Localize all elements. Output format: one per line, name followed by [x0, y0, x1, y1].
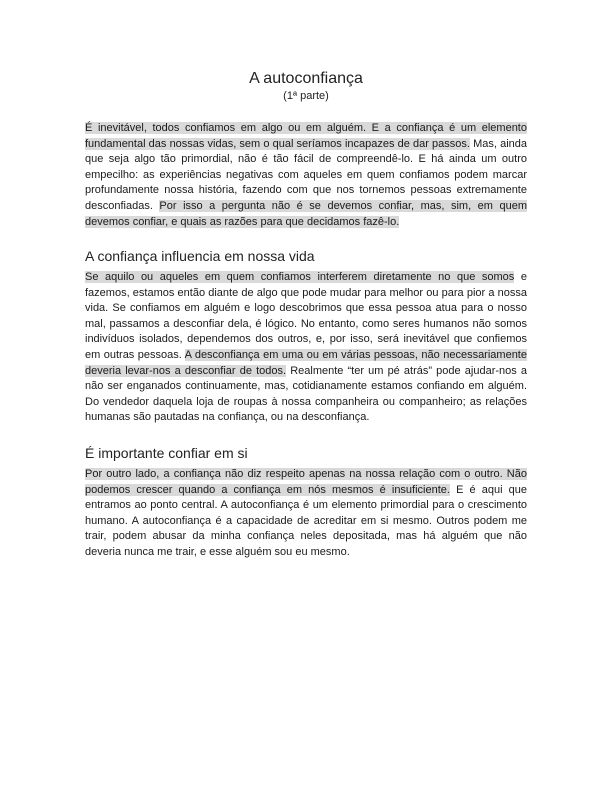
body-text: Realmente “ter um pé atrás” pode ajudar-nos a não ser enganados continuamente, mas, cotidianamente estamos confiando em alguém. Do vendedor daquela loja de roupas à nossa companheira ou companheiro; as relações humanas são pautadas na confiança, ou na desconfiança.	[85, 364, 528, 424]
section-heading: É importante confiar em si	[85, 445, 248, 461]
highlighted-text: Por outro lado, a confiança não diz respeito apenas na nossa relação com o outro. Não podemos crescer quando a confiança em nós mesmos é insuficiente.	[85, 468, 527, 496]
paragraph-intro	[85, 121, 527, 230]
section-heading: A confiança influencia em nossa vida	[85, 248, 315, 264]
page-subtitle: (1ª parte)	[283, 90, 329, 102]
section-intro	[85, 121, 527, 230]
paragraph-confianca-influencia	[85, 270, 527, 426]
section-confiar-em-si	[85, 445, 527, 561]
section-confianca-influencia	[85, 248, 527, 426]
body-text: Mas, ainda que seja algo tão primordial, não é tão fácil de compreendê-lo. E há ainda um outro empecilho: as experiências negativas com aqueles em quem confiamos podem marcar profundamente nossa história, fazendo com que nos tornemos pessoas extremamente desconfiadas.	[85, 137, 527, 212]
body-text: E é aqui que entramos ao ponto central. A autoconfiança é um elemento primordial para o crescimento humano. A autoconfiança é a capacidade de acreditar em si mesmo. Outros podem me trair, podem abusar da minha confiança neles depositada, mas há alguém que não deveria nunca me trair, e esse alguém sou eu mesmo.	[85, 483, 527, 558]
body-text: e fazemos, estamos então diante de algo que pode mudar para melhor ou para pior a nossa vida. Se confiamos em alguém e logo descobrimos que essa pessoa atua para o nosso mal, passamos a desconfiar dela, é lógico. No entanto, como seres humanos não somos indivíduos isolados, dependemos dos outros, e, por isso, será inevitável que confiemos em outras pessoas.	[85, 271, 527, 361]
highlighted-text: É inevitável, todos confiamos em algo ou em alguém. E a confiança é um elemento fundamental das nossas vidas, sem o qual seríamos incapazes de dar passos.	[85, 122, 527, 150]
highlighted-text: Por isso a pergunta não é se devemos confiar, mas, sim, em quem devemos confiar, e quais as razões para que decidamos fazê-lo.	[85, 199, 527, 228]
page-title: A autoconfiança	[249, 70, 363, 87]
highlighted-text: A desconfiança em uma ou em várias pessoas, não necessariamente deveria levar-nos a desconfiar de todos.	[85, 348, 527, 377]
paragraph-confiar-em-si	[85, 467, 527, 561]
highlighted-text: Se aquilo ou aqueles em quem confiamos interferem diretamente no que somos	[85, 271, 515, 283]
